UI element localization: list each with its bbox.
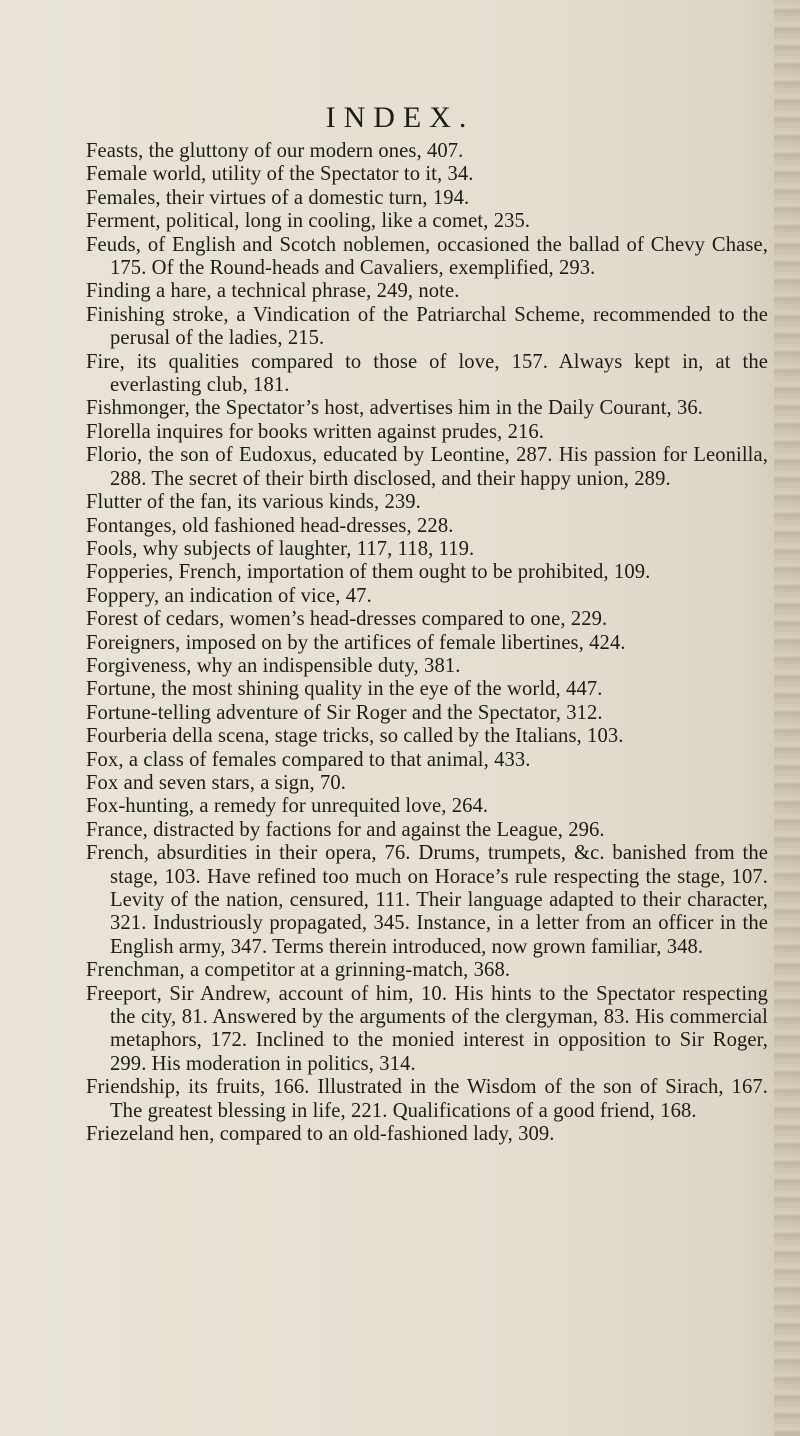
- index-entry: Fortune-telling adventure of Sir Roger and the Spectator, 312.: [86, 701, 603, 724]
- index-entry: Friendship, its fruits, 166. Illustrated in the Wisdom of the son of Sirach, 167. The greatest blessing in life, 221. Qualifications of a good friend, 168.: [86, 1076, 768, 1122]
- index-entry: Fox and seven stars, a sign, 70.: [86, 771, 347, 794]
- index-entry: Feuds, of English and Scotch noblemen, occasioned the ballad of Chevy Chase, 175. Of the Round-heads and Cavaliers, exemplified, 293.: [86, 233, 768, 280]
- index-entry: Feasts, the gluttony of our modern ones, 407.: [86, 140, 464, 162]
- index-entry: Fishmonger, the Spectator’s host, advertises him in the Daily Courant, 36.: [86, 397, 704, 420]
- index-entry: Florio, the son of Eudoxus, educated by Leontine, 287. His passion for Leonilla, 288. The secret of their birth disclosed, and their happy union, 289.: [86, 444, 768, 490]
- index-entry: Friezeland hen, compared to an old-fashioned lady, 309.: [86, 1123, 555, 1146]
- index-entry: Fox, a class of females compared to that animal, 433.: [86, 748, 531, 771]
- index-entry: Female world, utility of the Spectator to it, 34.: [86, 163, 474, 186]
- index-entry: Forgiveness, why an indispensible duty, 381.: [86, 654, 461, 677]
- index-entry: Fopperies, French, importation of them ought to be prohibited, 109.: [86, 561, 651, 584]
- index-entry: Fontanges, old fashioned head-dresses, 228.: [86, 514, 454, 537]
- index-entry: Freeport, Sir Andrew, account of him, 10. His hints to the Spectator respecting the city, 81. Answered by the arguments of the clergyman, 83. His commercial metaphors, 172. Inclined to the monied interest in opposition to Sir Roger, 299. His moderation in politics, 314.: [86, 982, 768, 1075]
- index-entry: Fools, why subjects of laughter, 117, 118, 119.: [86, 537, 475, 560]
- page-title: INDEX.: [325, 101, 475, 134]
- index-entry: French, absurdities in their opera, 76. Drums, trumpets, &c. banished from the stage, 103. Have refined too much on Horace’s rule respecting the stage, 107. Levity of the nation, censured, 111. Their language adapted to their character, 321. Industriously propagated, 345. Instance, in a letter from an officer in the English army, 347. Terms therein introduced, now grown familiar, 348.: [86, 842, 768, 958]
- index-entry: Fire, its qualities compared to those of love, 157. Always kept in, at the everlasting club, 181.: [86, 350, 768, 397]
- index-entry: Finishing stroke, a Vindication of the Patriarchal Scheme, recommended to the perusal of the ladies, 215.: [86, 303, 768, 350]
- index-entry: Frenchman, a competitor at a grinning-match, 368.: [86, 959, 511, 982]
- index-entry: Foppery, an indication of vice, 47.: [86, 584, 372, 607]
- page-edge-shadow: [774, 0, 800, 1436]
- index-entry: Fourberia della scena, stage tricks, so called by the Italians, 103.: [86, 725, 624, 748]
- index-entry: Finding a hare, a technical phrase, 249, note.: [86, 280, 460, 303]
- index-entries: [86, 140, 768, 1146]
- index-entry: Flutter of the fan, its various kinds, 239.: [86, 491, 421, 514]
- index-entry: Females, their virtues of a domestic turn, 194.: [86, 186, 470, 209]
- index-entry: Fox-hunting, a remedy for unrequited love, 264.: [86, 795, 489, 818]
- index-entry: Florella inquires for books written against prudes, 216.: [86, 420, 545, 443]
- index-entry: Ferment, political, long in cooling, like a comet, 235.: [86, 210, 531, 233]
- index-entry: Foreigners, imposed on by the artifices of female libertines, 424.: [86, 631, 626, 654]
- index-entry: France, distracted by factions for and against the League, 296.: [86, 818, 605, 841]
- index-entry: Forest of cedars, women’s head-dresses compared to one, 229.: [86, 608, 608, 631]
- index-entry: Fortune, the most shining quality in the eye of the world, 447.: [86, 678, 603, 701]
